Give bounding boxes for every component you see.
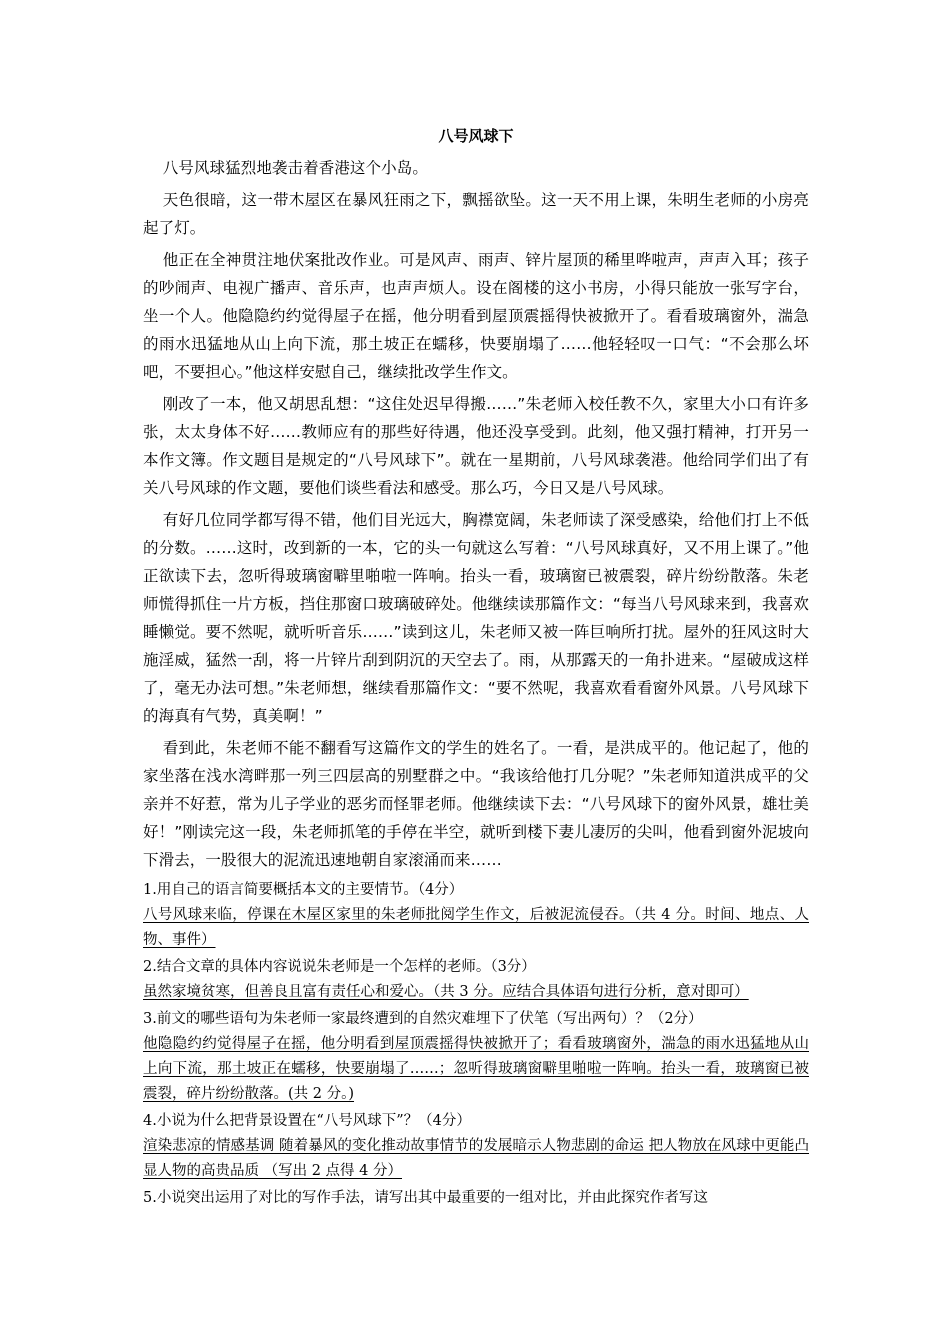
answer: 他隐隐约约觉得屋子在摇，他分明看到屋顶震摇得快被掀开了；看看玻璃窗外，湍急的雨水迅猛地从山上向下流，那土坡正在蠕移，快要崩塌了……；忽听得玻璃窗噼里啪啦一阵响。抬头一看，玻璃窗已被震裂，碎片纷纷散落。(共 2 分。) [143, 1036, 809, 1102]
paragraph: 看到此，朱老师不能不翻看写这篇作文的学生的姓名了。一看，是洪成平的。他记起了，他的家坐落在浅水湾畔那一列三四层高的别墅群之中。“我该给他打几分呢？”朱老师知道洪成平的父亲并不好惹，常为儿子学业的恶劣而怪罪老师。他继续读下去：“八号风球下的窗外风景，雄壮美好！”刚读完这一段，朱老师抓笔的手停在半空，就听到楼下妻儿凄厉的尖叫，他看到窗外泥坡向下滑去，一股很大的泥流迅速地朝自家滚涌而来…… [143, 739, 809, 869]
question: 5.小说突出运用了对比的写作手法，请写出其中最重要的一组对比，并由此探究作者写这 [143, 1190, 708, 1206]
paragraph: 刚改了一本，他又胡思乱想：“这住处迟早得搬……”朱老师入校任教不久，家里大小口有许多张，太太身体不好……教师应有的那些好待遇，他还没享受到。此刻，他又强打精神，打开另一本作文簿。作文题目是规定的“八号风球下”。就在一星期前，八号风球袭港。他给同学们出了有关八号风球的作文题，要他们谈些看法和感受。那么巧，今日又是八号风球。 [143, 395, 809, 497]
question: 1.用自己的语言简要概括本文的主要情节。（4分） [143, 882, 464, 898]
answer: 八号风球来临，停课在木屋区家里的朱老师批阅学生作文，后被泥流侵吞。（共 4 分。时间、地点、人物、事件） [143, 907, 809, 948]
document-title: 八号风球下 [438, 127, 514, 145]
answer: 虽然家境贫寒，但善良且富有责任心和爱心。（共 3 分。应结合具体语句进行分析，意对即可） [143, 984, 749, 1000]
paragraph: 八号风球猛烈地袭击着香港这个小岛。 [162, 159, 428, 177]
paragraph: 天色很暗，这一带木屋区在暴风狂雨之下，飘摇欲坠。这一天不用上课，朱明生老师的小房亮起了灯。 [143, 191, 809, 237]
paragraph: 有好几位同学都写得不错，他们目光远大，胸襟宽阔，朱老师读了深受感染，给他们打上不低的分数。……这时，改到新的一本，它的头一句就这么写着：“八号风球真好，又不用上课了。”他正欲读下去，忽听得玻璃窗噼里啪啦一阵响。抬头一看，玻璃窗已被震裂，碎片纷纷散落。朱老师慌得抓住一片方板，挡住那窗口玻璃破碎处。他继续读那篇作文：“每当八号风球来到，我喜欢睡懒觉。要不然呢，就听听音乐……”读到这儿，朱老师又被一阵巨响所打扰。屋外的狂风这时大施淫威，猛然一刮，将一片锌片刮到阴沉的天空去了。雨，从那露天的一角扑进来。“屋破成这样了，毫无办法可想。”朱老师想，继续看那篇作文：“要不然呢，我喜欢看看窗外风景。八号风球下的海真有气势，真美啊！” [143, 511, 809, 725]
question: 2.结合文章的具体内容说说朱老师是一个怎样的老师。（3分） [143, 959, 536, 975]
question-list [143, 878, 809, 1211]
paragraph: 他正在全神贯注地伏案批改作业。可是风声、雨声、锌片屋顶的稀里哗啦声，声声入耳；孩子的吵闹声、电视广播声、音乐声，也声声烦人。设在阁楼的这小书房，小得只能放一张写字台，坐一个人。他隐隐约约觉得屋子在摇，他分明看到屋顶震摇得快被掀开了。看看玻璃窗外，湍急的雨水迅猛地从山上向下流，那土坡正在蠕移，快要崩塌了……他轻轻叹一口气：“不会那么坏吧，不要担心。”他这样安慰自己，继续批改学生作文。 [143, 251, 809, 381]
question: 4.小说为什么把背景设置在“八号风球下”？（4分） [143, 1113, 471, 1129]
answer: 渲染悲凉的情感基调 随着暴风的变化推动故事情节的发展暗示人物悲剧的命运 把人物放在风球中更能凸显人物的高贵品质 （写出 2 点得 4 分） [143, 1138, 809, 1179]
question: 3.前文的哪些语句为朱老师一家最终遭到的自然灾难埋下了伏笔（写出两句）？（2分） [143, 1011, 703, 1027]
document-page [143, 120, 809, 1211]
